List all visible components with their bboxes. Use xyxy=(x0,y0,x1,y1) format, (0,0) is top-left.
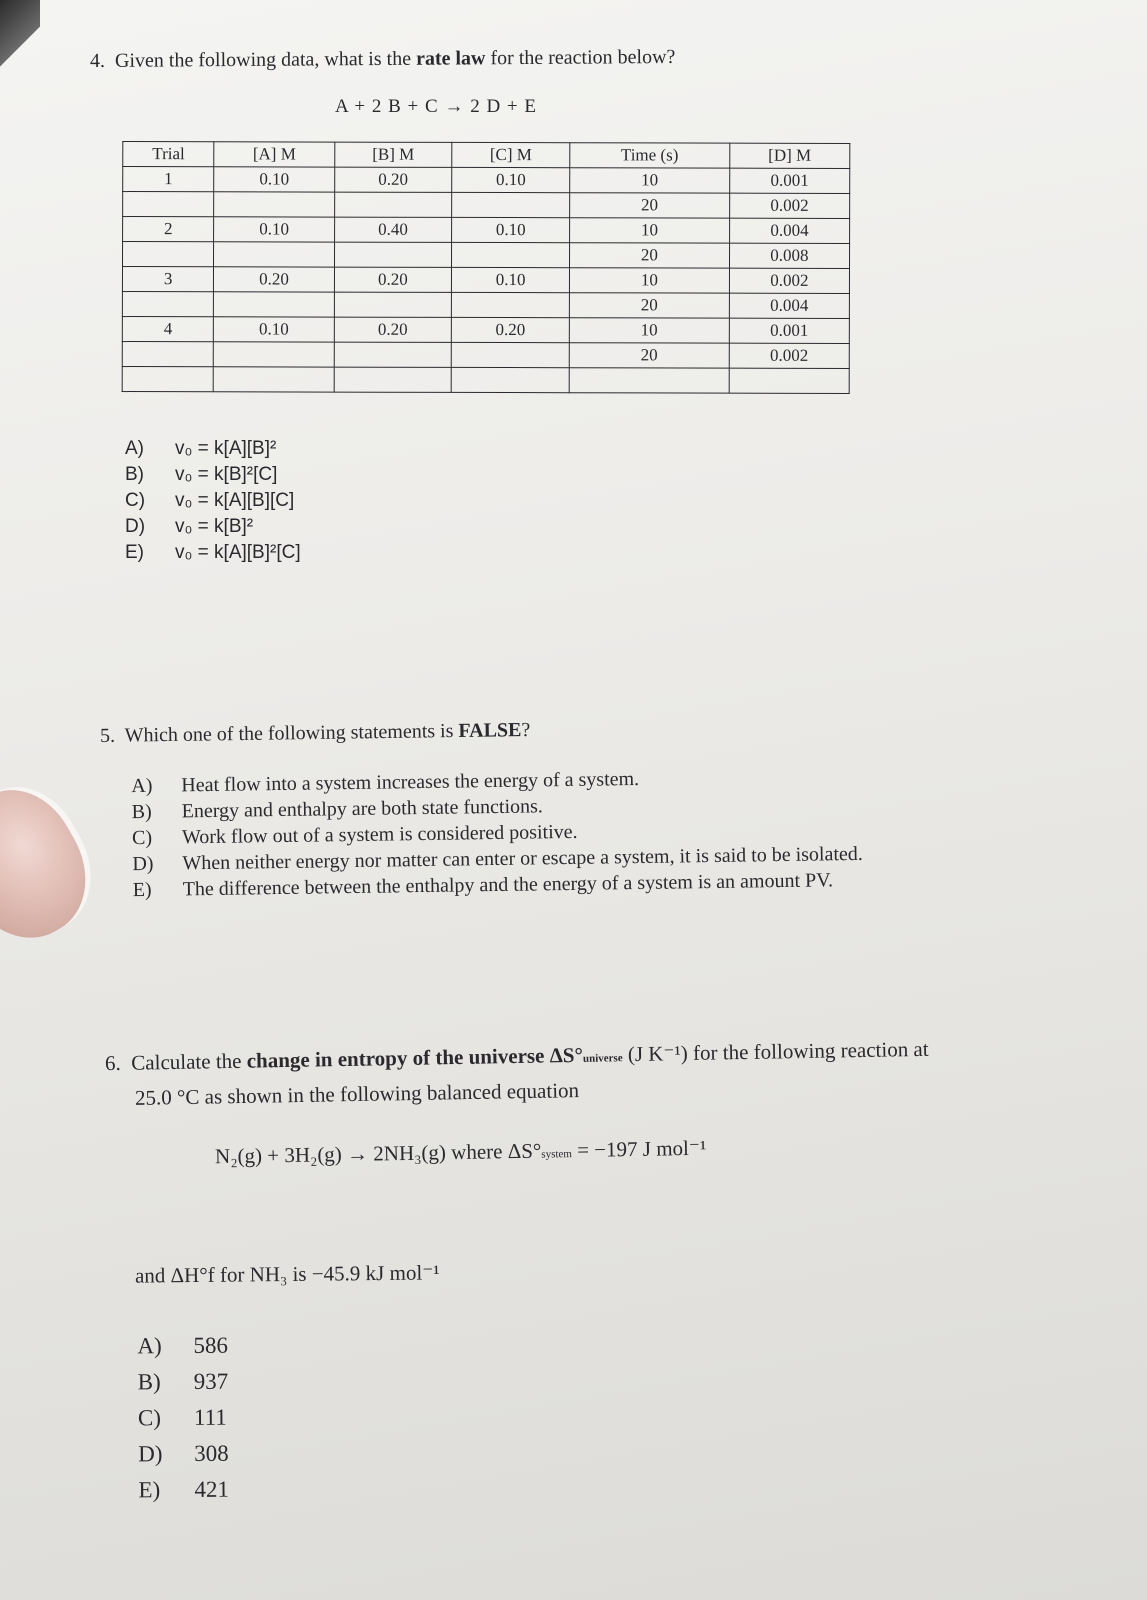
q6-choice-a[interactable]: A) 586 xyxy=(137,1332,229,1359)
q6-number: 6. xyxy=(104,1050,122,1076)
table-cell xyxy=(569,368,729,393)
q4-choice-c[interactable]: C) v₀ = k[A][B][C] xyxy=(125,490,295,511)
q6-choice-e[interactable]: E) 421 xyxy=(138,1476,230,1503)
table-cell: 0.40 xyxy=(334,217,452,242)
q6-bold: change in entropy of the universe ΔS° xyxy=(246,1042,584,1073)
q4-choices xyxy=(125,436,301,566)
q4-data-table xyxy=(122,141,851,394)
q6-text-after: (J K⁻¹) for the following reaction at xyxy=(622,1036,929,1067)
table-cell xyxy=(452,342,570,367)
table-cell xyxy=(452,242,570,267)
q5-choice-d[interactable]: D) When neither energy nor matter can enter or escape a system, it is said to be isolated. xyxy=(132,842,863,876)
table-cell xyxy=(122,292,214,317)
table-cell xyxy=(334,342,452,367)
q6-choices xyxy=(137,1328,229,1509)
table-cell: 20 xyxy=(569,243,729,268)
q6-bold-sub: universe xyxy=(582,1052,623,1065)
table-header-cell: [D] M xyxy=(730,143,850,168)
table-cell xyxy=(334,192,452,217)
q6-choice-c[interactable]: C) 111 xyxy=(137,1404,227,1431)
table-cell: 0.10 xyxy=(214,317,334,342)
table-row xyxy=(123,217,850,244)
table-row xyxy=(122,267,849,294)
table-cell: 0.20 xyxy=(214,267,334,292)
q5-choice-e[interactable]: E) The difference between the enthalpy and the energy of a system is an amount PV. xyxy=(132,869,834,902)
q5-text-after: ? xyxy=(521,718,531,742)
table-cell: 10 xyxy=(569,318,729,343)
table-cell xyxy=(214,242,334,267)
q5-choice-b[interactable]: B) Energy and enthalpy are both state functions. xyxy=(131,795,543,824)
q4-text-after: for the reaction below? xyxy=(485,45,676,70)
q4-number: 4. xyxy=(89,49,106,73)
q5-number: 5. xyxy=(99,724,116,748)
table-cell: 10 xyxy=(570,168,730,193)
table-cell: 20 xyxy=(569,343,729,368)
q5-text: Which one of the following statements is xyxy=(124,720,459,747)
table-cell: 0.10 xyxy=(452,267,570,292)
table-cell: 2 xyxy=(123,217,215,242)
table-cell: 20 xyxy=(569,293,729,318)
table-cell: 0.20 xyxy=(334,267,452,292)
table-cell xyxy=(452,292,570,317)
q4-choice-b[interactable]: B) v₀ = k[B]²[C] xyxy=(125,464,278,485)
table-cell xyxy=(729,368,849,393)
table-cell xyxy=(122,342,214,367)
table-cell: 0.20 xyxy=(334,317,452,342)
table-cell: 0.20 xyxy=(452,317,570,342)
table-row xyxy=(123,167,850,194)
q6-note: and ΔH°f for NH₃ is −45.9 kJ mol⁻¹ xyxy=(134,1260,440,1288)
table-cell: 0.20 xyxy=(334,167,452,192)
table-header-cell: Trial xyxy=(123,142,215,167)
table-cell xyxy=(123,192,215,217)
table-row xyxy=(122,342,849,369)
table-row xyxy=(123,242,850,269)
table-cell: 3 xyxy=(122,267,214,292)
table-row xyxy=(123,192,850,219)
table-cell xyxy=(214,292,334,317)
q4-choice-d[interactable]: D) v₀ = k[B]² xyxy=(125,516,254,537)
table-cell: 0.008 xyxy=(729,243,849,268)
table-body xyxy=(122,167,850,394)
table-cell xyxy=(452,192,570,217)
table-cell xyxy=(214,192,334,217)
table-cell: 0.001 xyxy=(729,318,849,343)
q6-choice-d[interactable]: D) 308 xyxy=(138,1440,229,1467)
q6-equation-sub: system xyxy=(541,1148,573,1161)
table-cell xyxy=(123,242,215,267)
q4-text: Given the following data, what is the xyxy=(114,47,417,72)
table-cell xyxy=(451,367,569,392)
q5-choice-c[interactable]: C) Work flow out of a system is considered positive. xyxy=(131,820,578,850)
q6-text: Calculate the xyxy=(131,1048,247,1075)
table-header-cell: Time (s) xyxy=(570,143,730,168)
table-cell xyxy=(334,367,452,392)
table-cell: 0.10 xyxy=(452,217,570,242)
table-cell xyxy=(334,242,452,267)
table-header-cell: [C] M xyxy=(452,142,570,167)
table-row xyxy=(122,317,849,344)
table-cell xyxy=(334,292,452,317)
table-cell: 1 xyxy=(123,167,215,192)
table-header-row xyxy=(123,142,850,169)
table-row xyxy=(122,292,849,319)
q6-equation: N₂(g) + 3H₂(g) → 2NH₃(g) where ΔS°system = −197 J mol⁻¹ xyxy=(214,1135,707,1169)
q4-bold: rate law xyxy=(415,47,486,70)
table-cell: 10 xyxy=(569,268,729,293)
table-cell xyxy=(214,342,334,367)
table-cell: 20 xyxy=(570,193,730,218)
table-cell xyxy=(122,367,214,392)
q4-choice-e[interactable]: E) v₀ = k[A][B]²[C] xyxy=(125,542,301,563)
table-cell: 0.002 xyxy=(729,268,849,293)
table-cell: 0.002 xyxy=(729,193,849,218)
table-header-cell: [A] M xyxy=(214,142,334,167)
table-cell: 0.10 xyxy=(214,167,334,192)
q6-equation-tail: = −197 J mol⁻¹ xyxy=(571,1135,707,1163)
q6-line2: 25.0 °C as shown in the following balanced equation xyxy=(134,1078,580,1110)
table-cell: 0.10 xyxy=(214,217,334,242)
q5-bold: FALSE xyxy=(458,719,522,742)
q4-prompt xyxy=(90,46,676,73)
q5-prompt xyxy=(100,719,531,748)
table-cell: 0.001 xyxy=(729,168,849,193)
table-cell: 4 xyxy=(122,317,214,342)
table-cell: 0.002 xyxy=(729,343,849,368)
table-cell xyxy=(214,367,334,392)
q4-choice-a[interactable]: A) v₀ = k[A][B]² xyxy=(125,438,277,459)
q5-choices xyxy=(131,763,863,903)
q6-choice-b[interactable]: B) 937 xyxy=(137,1368,229,1395)
table-cell: 0.10 xyxy=(452,167,570,192)
table-row xyxy=(122,367,849,394)
table-header-cell: [B] M xyxy=(334,142,452,167)
q5-choice-a[interactable]: A) Heat flow into a system increases the energy of a system. xyxy=(131,768,640,798)
table-cell: 10 xyxy=(570,218,730,243)
table-cell: 0.004 xyxy=(729,293,849,318)
q6-prompt xyxy=(105,1037,929,1076)
table-cell: 0.004 xyxy=(729,218,849,243)
q4-equation: A + 2 B + C → 2 D + E xyxy=(335,96,537,117)
